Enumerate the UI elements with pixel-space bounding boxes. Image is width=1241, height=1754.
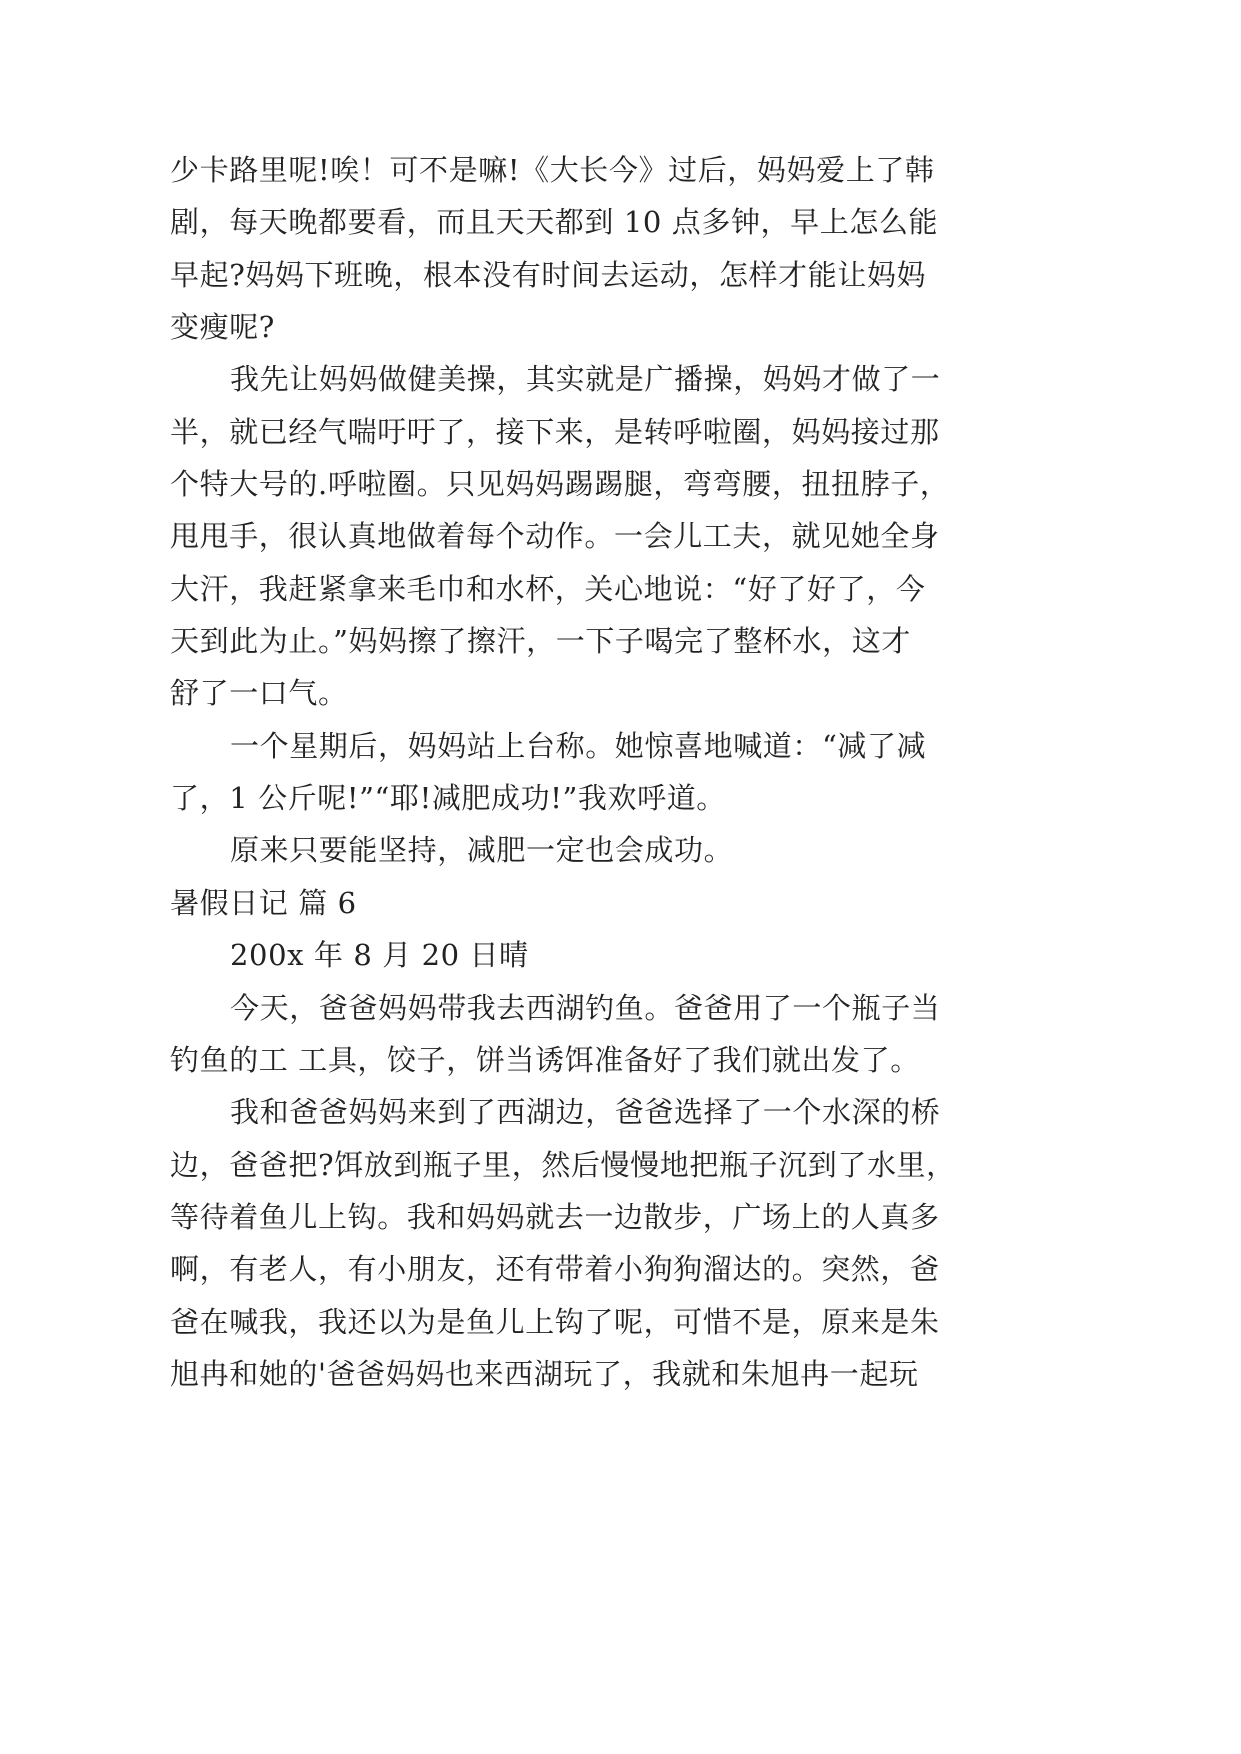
text-line: 个特大号的.呼啦圈。只见妈妈踢踢腿，弯弯腰，扭扭脖子，: [170, 467, 950, 502]
text-line: 边，爸爸把?饵放到瓶子里，然后慢慢地把瓶子沉到了水里，: [170, 1147, 956, 1182]
text-line: 天到此为止。”妈妈擦了擦汗，一下子喝完了整杯水，这才: [170, 624, 911, 659]
text-line: 剧，每天晚都要看，而且天天都到 10 点多钟，早上怎么能: [170, 205, 939, 240]
document-body: [170, 144, 970, 1400]
text-line: 旭冉和她的'爸爸妈妈也来西湖玩了，我就和朱旭冉一起玩: [170, 1356, 919, 1391]
text-line: 爸在喊我，我还以为是鱼儿上钩了呢，可惜不是，原来是朱: [170, 1304, 940, 1339]
text-line: 大汗，我赶紧拿来毛巾和水杯，关心地说：“好了好了，今: [170, 571, 926, 606]
paragraph-first-line: 一个星期后，妈妈站上台称。她惊喜地喊道：“减了减: [230, 728, 927, 763]
text-line: 少卡路里呢!唉！可不是嘛!《大长今》过后，妈妈爱上了韩: [170, 153, 935, 187]
paragraph-first-line: 今天，爸爸妈妈带我去西湖钓鱼。爸爸用了一个瓶子当: [230, 990, 941, 1025]
text-line: 早起?妈妈下班晚，根本没有时间去运动，怎样才能让妈妈: [170, 257, 927, 292]
text-line: 了，1 公斤呢!”“耶!减肥成功!”我欢呼道。: [170, 781, 726, 816]
diary-date-line: 200x 年 8 月 20 日晴: [230, 938, 529, 973]
paragraph-first-line: 我先让妈妈做健美操，其实就是广播操，妈妈才做了一: [230, 362, 941, 397]
paragraph-first-line: 原来只要能坚持，减肥一定也会成功。: [230, 833, 734, 868]
text-line: 甩甩手，很认真地做着每个动作。一会儿工夫，就见她全身: [170, 519, 940, 554]
text-line: 半，就已经气喘吁吁了，接下来，是转呼啦圈，妈妈接过那: [170, 414, 940, 449]
text-line: 啊，有老人，有小朋友，还有带着小狗狗溜达的。突然，爸: [170, 1252, 940, 1287]
paragraph-first-line: 我和爸爸妈妈来到了西湖边，爸爸选择了一个水深的桥: [230, 1095, 941, 1130]
text-line: 等待着鱼儿上钩。我和妈妈就去一边散步，广场上的人真多: [170, 1199, 940, 1234]
text-line: 变瘦呢?: [170, 310, 275, 345]
section-heading: 暑假日记 篇 6: [170, 885, 357, 920]
text-line: 钓鱼的工 工具，饺子，饼当诱饵准备好了我们就出发了。: [170, 1042, 920, 1077]
text-line: 舒了一口气。: [170, 676, 348, 711]
